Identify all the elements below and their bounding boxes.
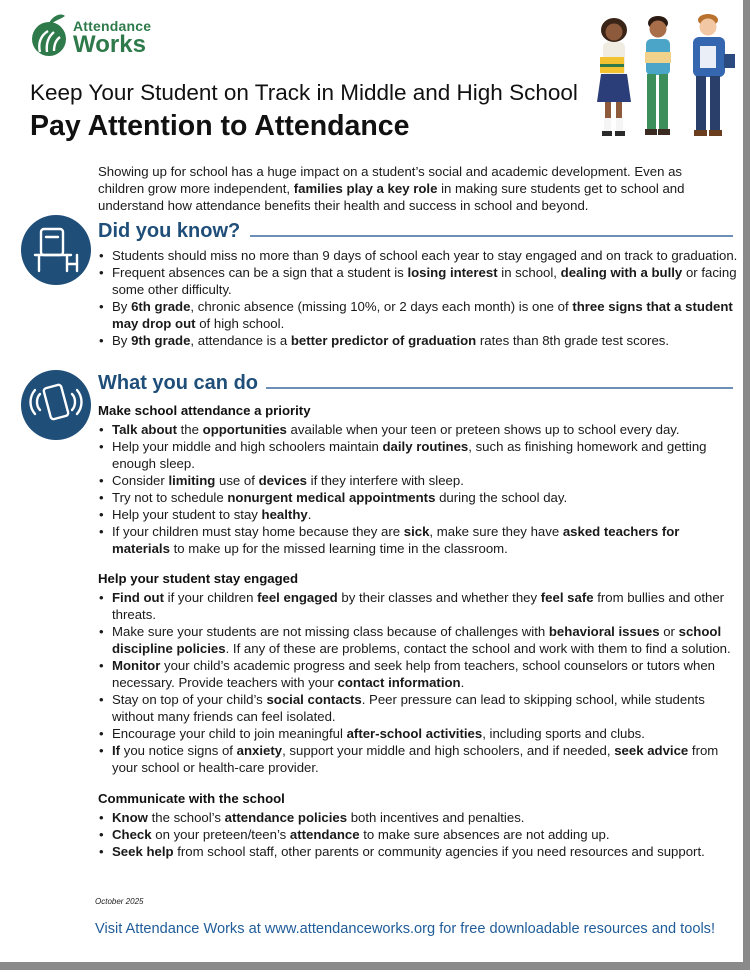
list-item bbox=[98, 264, 738, 298]
text-run: . bbox=[307, 507, 312, 522]
list-item bbox=[98, 506, 738, 523]
text-run: the bbox=[176, 422, 203, 437]
text-run: or bbox=[659, 624, 679, 639]
text-run: or facing some other difficulty. bbox=[112, 265, 737, 297]
text-run: on your preteen/teen’s bbox=[151, 827, 290, 842]
text-run: both incentives and penalties. bbox=[347, 810, 525, 825]
logo-text-line2: Works bbox=[73, 31, 146, 58]
text-run: if they interfere with sleep. bbox=[307, 473, 464, 488]
attendance-works-logo bbox=[28, 10, 168, 60]
bold-text: attendance policies bbox=[224, 810, 348, 825]
text-run: Help your student to stay bbox=[112, 507, 262, 522]
list-item bbox=[98, 589, 738, 623]
bold-text: If bbox=[112, 743, 121, 758]
text-run: available when your teen or preteen shows up to school every day. bbox=[286, 422, 680, 437]
text-run: during the school day. bbox=[435, 490, 568, 505]
list-item bbox=[98, 742, 738, 776]
bold-text: losing interest bbox=[407, 265, 498, 280]
bold-text: anxiety bbox=[236, 743, 283, 758]
text-run: from school staff, other parents or community agencies if you need resources and support. bbox=[173, 844, 705, 859]
text-run: By bbox=[112, 333, 132, 348]
list-item bbox=[98, 489, 738, 506]
bold-text: better predictor of graduation bbox=[290, 333, 477, 348]
bold-text: Monitor bbox=[112, 658, 161, 673]
bold-text: 6th grade bbox=[131, 299, 191, 314]
heading-rule bbox=[250, 235, 733, 237]
intro-paragraph bbox=[98, 163, 730, 214]
bold-text: opportunities bbox=[202, 422, 287, 437]
list-item bbox=[98, 725, 738, 742]
bold-text: school discipline policies bbox=[112, 624, 722, 656]
text-run: , attendance is a bbox=[190, 333, 291, 348]
bold-text: Check bbox=[112, 827, 152, 842]
text-run: , chronic absence (missing 10%, or 2 days each month) is one of bbox=[190, 299, 573, 314]
bold-text: Talk about bbox=[112, 422, 177, 437]
text-run: your child’s academic progress and seek help from teachers, school counselors or tutors when necessary. Provide teachers with your bbox=[112, 658, 715, 690]
page-title: Pay Attention to Attendance bbox=[30, 110, 410, 142]
bold-text: social contacts bbox=[266, 692, 362, 707]
list-item bbox=[98, 438, 738, 472]
text-run: Consider bbox=[112, 473, 169, 488]
communicate-list bbox=[98, 809, 738, 860]
list-item bbox=[98, 623, 738, 657]
list-item bbox=[98, 298, 738, 332]
text-run: to make up for the missed learning time in the classroom. bbox=[169, 541, 508, 556]
bold-text: seek advice bbox=[614, 743, 689, 758]
bold-text: Seek help bbox=[112, 844, 174, 859]
bold-text: nonurgent medical appointments bbox=[227, 490, 436, 505]
bold-text: dealing with a bully bbox=[560, 265, 683, 280]
page-subtitle: Keep Your Student on Track in Middle and High School bbox=[30, 80, 578, 105]
text-run: . If any of these are problems, contact the school and work with them to find a solution. bbox=[225, 641, 731, 656]
desk-chair-icon bbox=[21, 215, 91, 285]
bold-text: families play a key role bbox=[293, 181, 438, 196]
list-item bbox=[98, 523, 738, 557]
bold-text: feel safe bbox=[540, 590, 594, 605]
text-run: use of bbox=[215, 473, 259, 488]
list-item bbox=[98, 691, 738, 725]
subheading-communicate: Communicate with the school bbox=[98, 791, 285, 806]
text-run: , support your middle and high schoolers, and if needed, bbox=[282, 743, 615, 758]
text-run: , including sports and clubs. bbox=[482, 726, 645, 741]
text-run: in making sure students get to school and understand how attendance benefits their health and success in school and beyond. bbox=[98, 181, 685, 213]
bold-text: Know bbox=[112, 810, 148, 825]
bold-text: limiting bbox=[168, 473, 216, 488]
text-run: the school’s bbox=[147, 810, 225, 825]
phone-vibrate-icon bbox=[21, 370, 91, 440]
bold-text: sick bbox=[403, 524, 430, 539]
engaged-list bbox=[98, 589, 738, 776]
text-run: By bbox=[112, 299, 132, 314]
text-run: If your children must stay home because they are bbox=[112, 524, 404, 539]
footer-link-text[interactable]: Visit Attendance Works at www.attendanceworks.org for free downloadable resources and tools! bbox=[95, 921, 716, 937]
text-run: of high school. bbox=[195, 316, 285, 331]
bold-text: devices bbox=[258, 473, 308, 488]
subheading-engaged: Help your student stay engaged bbox=[98, 571, 299, 586]
leaf-logo-icon bbox=[28, 10, 70, 58]
text-run: from bullies and other threats. bbox=[112, 590, 725, 622]
bold-text: attendance bbox=[289, 827, 360, 842]
text-run: Encourage your child to join meaningful bbox=[112, 726, 347, 741]
text-run: , make sure they have bbox=[429, 524, 563, 539]
text-run: Make sure your students are not missing class because of challenges with bbox=[112, 624, 549, 639]
bold-text: feel engaged bbox=[257, 590, 338, 605]
list-item bbox=[98, 826, 738, 843]
heading-rule bbox=[266, 387, 733, 389]
list-item bbox=[98, 809, 738, 826]
did-you-know-list bbox=[98, 247, 738, 349]
text-run: Showing up for school has a huge impact on a student’s social and academic development. Even as children grow more independent, bbox=[98, 164, 683, 196]
publication-date: October 2025 bbox=[95, 897, 144, 906]
list-item bbox=[98, 332, 738, 349]
did-you-know-heading: Did you know? bbox=[98, 220, 241, 242]
students-illustration bbox=[592, 12, 740, 148]
text-run: in school, bbox=[497, 265, 561, 280]
bold-text: after-school activities bbox=[346, 726, 483, 741]
list-item bbox=[98, 472, 738, 489]
logo-text-line1: Attendance bbox=[73, 18, 152, 34]
priority-list bbox=[98, 421, 738, 557]
list-item bbox=[98, 247, 738, 264]
text-run: Stay on top of your child’s bbox=[112, 692, 267, 707]
text-run: if your children bbox=[164, 590, 258, 605]
text-run: Frequent absences can be a sign that a student is bbox=[112, 265, 408, 280]
list-item bbox=[98, 843, 738, 860]
what-you-can-do-heading: What you can do bbox=[98, 372, 258, 394]
bold-text: Find out bbox=[112, 590, 164, 605]
text-run: Help your middle and high schoolers maintain bbox=[112, 439, 383, 454]
bold-text: daily routines bbox=[382, 439, 469, 454]
text-run: by their classes and whether they bbox=[337, 590, 541, 605]
bold-text: 9th grade bbox=[131, 333, 191, 348]
text-run: rates than 8th grade test scores. bbox=[476, 333, 670, 348]
text-run: , such as finishing homework and getting enough sleep. bbox=[112, 439, 707, 471]
list-item bbox=[98, 657, 738, 691]
bold-text: asked teachers for materials bbox=[112, 524, 680, 556]
list-item bbox=[98, 421, 738, 438]
bold-text: healthy bbox=[261, 507, 308, 522]
text-run: Try not to schedule bbox=[112, 490, 228, 505]
bold-text: three signs that a student may drop out bbox=[112, 299, 733, 331]
text-run: you notice signs of bbox=[120, 743, 237, 758]
bold-text: contact information bbox=[337, 675, 461, 690]
section-icon-badge bbox=[21, 370, 91, 440]
text-run: from your school or health-care provider. bbox=[112, 743, 719, 775]
section-icon-badge bbox=[21, 215, 91, 285]
bold-text: behavioral issues bbox=[548, 624, 660, 639]
subheading-priority: Make school attendance a priority bbox=[98, 403, 311, 418]
text-run: . bbox=[460, 675, 465, 690]
text-run: Students should miss no more than 9 days of school each year to stay engaged and on track to graduation. bbox=[112, 248, 738, 263]
text-run: to make sure absences are not adding up. bbox=[359, 827, 610, 842]
text-run: . Peer pressure can lead to skipping school, while students without many friends can feel isolated. bbox=[112, 692, 705, 724]
